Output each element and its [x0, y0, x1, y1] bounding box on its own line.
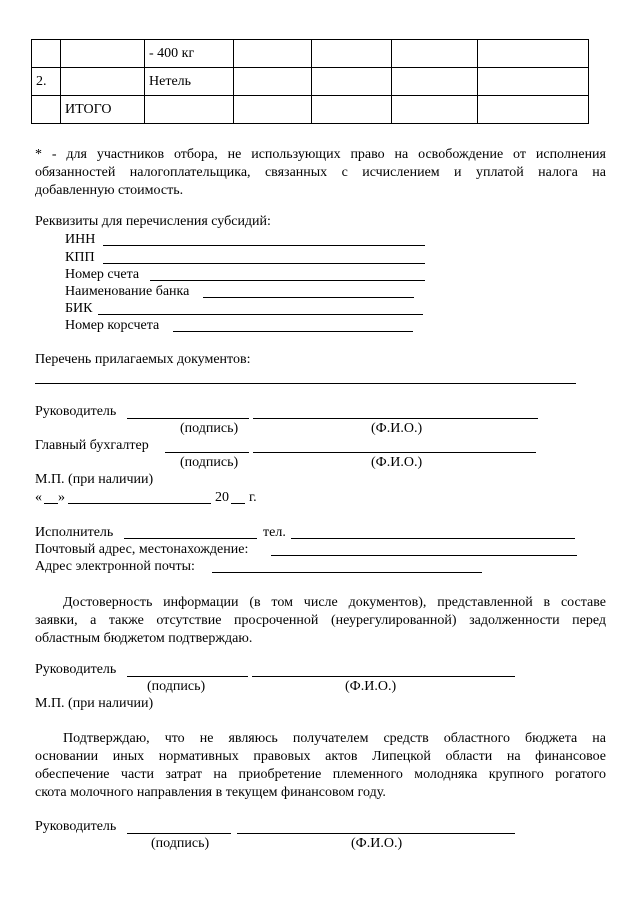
footnote	[35, 146, 606, 200]
docs-title: Перечень прилагаемых документов:	[35, 352, 251, 367]
requisites-title: Реквизиты для перечисления субсидий:	[35, 214, 271, 229]
table-cell	[312, 40, 392, 68]
bank-field[interactable]	[203, 297, 414, 298]
table-row	[32, 68, 589, 96]
account-field[interactable]	[150, 280, 425, 281]
livestock-table	[31, 39, 589, 124]
head-signature-field[interactable]	[127, 833, 231, 834]
head-label: Руководитель	[35, 819, 117, 834]
table-cell	[312, 96, 392, 124]
head-label: Руководитель	[35, 404, 117, 419]
docs-field[interactable]	[35, 383, 576, 384]
corr-field[interactable]	[173, 331, 413, 332]
kpp-label: КПП	[65, 250, 95, 265]
footnote-line: добавленную стоимость.	[35, 183, 184, 198]
confirmation-paragraph	[35, 594, 606, 648]
accountant-label: Главный бухгалтер	[35, 438, 149, 453]
table-cell: - 400 кг	[145, 40, 234, 68]
phone-label: тел.	[263, 525, 286, 540]
table-row	[32, 96, 589, 124]
signature-caption: (подпись)	[147, 679, 206, 694]
executor-field[interactable]	[124, 538, 257, 539]
table-cell	[392, 68, 478, 96]
table-cell: Нетель	[145, 68, 234, 96]
confirmation-line: заявки, а также отсутствие просроченной (неурегулированной) задолженности перед	[35, 613, 606, 628]
paragraph-line: основании иных нормативных правовых актов Липецкой области на финансовое	[35, 749, 606, 764]
bik-label: БИК	[65, 301, 93, 316]
table-cell	[32, 96, 61, 124]
signature-caption: (подпись)	[180, 455, 239, 470]
confirmation-line: областным бюджетом подтверждаю.	[35, 631, 253, 646]
accountant-signature-field[interactable]	[165, 452, 249, 453]
table-cell	[392, 40, 478, 68]
executor-label: Исполнитель	[35, 525, 114, 540]
table-cell: ИТОГО	[61, 96, 145, 124]
bik-field[interactable]	[98, 314, 423, 315]
inn-label: ИНН	[65, 232, 96, 247]
corr-label: Номер корсчета	[65, 318, 160, 333]
fio-caption: (Ф.И.О.)	[345, 679, 397, 694]
date-year-suffix: г.	[249, 490, 257, 505]
head-fio-field[interactable]	[252, 676, 515, 677]
non-recipient-paragraph	[35, 730, 606, 802]
footnote-line: обязанностей налогоплательщика, связанных с исчислением и уплатой налога на	[35, 165, 606, 180]
fio-caption: (Ф.И.О.)	[351, 836, 403, 851]
table-cell	[312, 68, 392, 96]
date-month-field[interactable]	[68, 503, 211, 504]
table-cell	[61, 68, 145, 96]
date-year-prefix: 20	[215, 490, 229, 505]
table-cell	[234, 40, 312, 68]
phone-field[interactable]	[291, 538, 575, 539]
stamp-label: М.П. (при наличии)	[35, 472, 154, 487]
footnote-line: * - для участников отбора, не использующих право на освобождение от исполнения	[35, 147, 606, 162]
inn-field[interactable]	[103, 245, 425, 246]
head-signature-field[interactable]	[127, 418, 249, 419]
table-cell: 2.	[32, 68, 61, 96]
email-field[interactable]	[212, 572, 482, 573]
table-cell	[32, 40, 61, 68]
address-field[interactable]	[271, 555, 577, 556]
table-cell	[234, 68, 312, 96]
date-open-quote: «	[35, 490, 42, 505]
table-cell	[478, 96, 589, 124]
accountant-fio-field[interactable]	[253, 452, 536, 453]
date-day-field[interactable]	[44, 503, 58, 504]
head-fio-field[interactable]	[237, 833, 515, 834]
table-cell	[478, 40, 589, 68]
stamp-label: М.П. (при наличии)	[35, 696, 154, 711]
table-cell	[392, 96, 478, 124]
account-label: Номер счета	[65, 267, 140, 282]
table-row	[32, 40, 589, 68]
paragraph-line: обеспечение части затрат на приобретение племенного молодняка крупного рогатого	[35, 767, 606, 782]
head-signature-field[interactable]	[127, 676, 248, 677]
head-fio-field[interactable]	[253, 418, 538, 419]
paragraph-line: Подтверждаю, что не являюсь получателем средств областного бюджета на	[63, 731, 606, 746]
date-year-field[interactable]	[231, 503, 245, 504]
table-cell	[61, 40, 145, 68]
address-label: Почтовый адрес, местонахождение:	[35, 542, 249, 557]
bank-label: Наименование банка	[65, 284, 190, 299]
table-cell	[478, 68, 589, 96]
signature-caption: (подпись)	[180, 421, 239, 436]
date-close-quote: »	[58, 490, 65, 505]
signature-caption: (подпись)	[151, 836, 210, 851]
paragraph-line: скота молочного направления в текущем финансовом году.	[35, 785, 386, 800]
head-label: Руководитель	[35, 662, 117, 677]
email-label: Адрес электронной почты:	[35, 559, 195, 574]
confirmation-line: Достоверность информации (в том числе документов), представленной в составе	[63, 595, 606, 610]
fio-caption: (Ф.И.О.)	[371, 455, 423, 470]
table-cell	[234, 96, 312, 124]
table-cell	[145, 96, 234, 124]
kpp-field[interactable]	[103, 263, 425, 264]
fio-caption: (Ф.И.О.)	[371, 421, 423, 436]
